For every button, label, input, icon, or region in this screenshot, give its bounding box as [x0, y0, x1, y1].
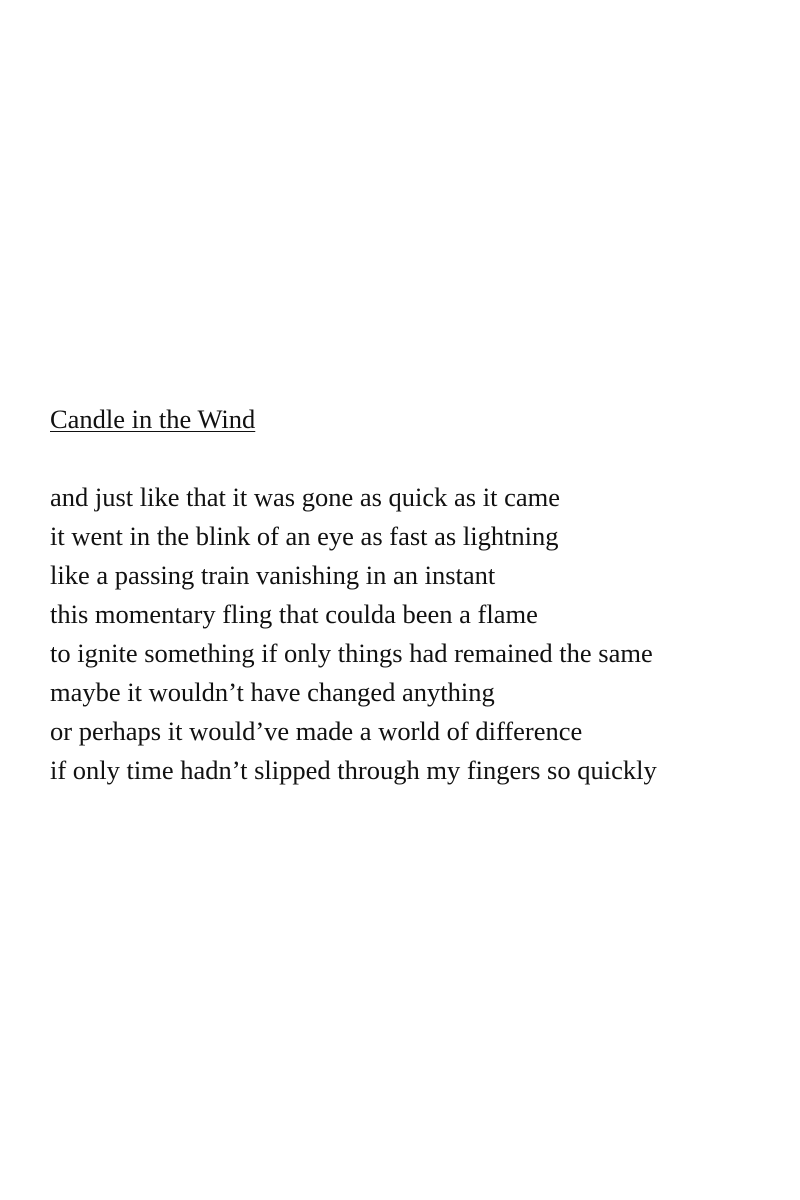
- poem-line: if only time hadn’t slipped through my fingers so quickly: [50, 755, 657, 785]
- poem-lines: [50, 478, 770, 790]
- poem-line: to ignite something if only things had remained the same: [50, 638, 653, 668]
- poem-block: [50, 400, 770, 790]
- poem-line: this momentary fling that coulda been a flame: [50, 599, 538, 629]
- poem-line: like a passing train vanishing in an instant: [50, 560, 496, 590]
- poem-line: and just like that it was gone as quick as it came: [50, 482, 560, 512]
- poem-line: it went in the blink of an eye as fast as lightning: [50, 521, 559, 551]
- poem-line: maybe it wouldn’t have changed anything: [50, 677, 495, 707]
- stanza-spacer: [50, 439, 770, 478]
- poem-title: Candle in the Wind: [50, 404, 256, 434]
- poem-line: or perhaps it would’ve made a world of difference: [50, 716, 583, 746]
